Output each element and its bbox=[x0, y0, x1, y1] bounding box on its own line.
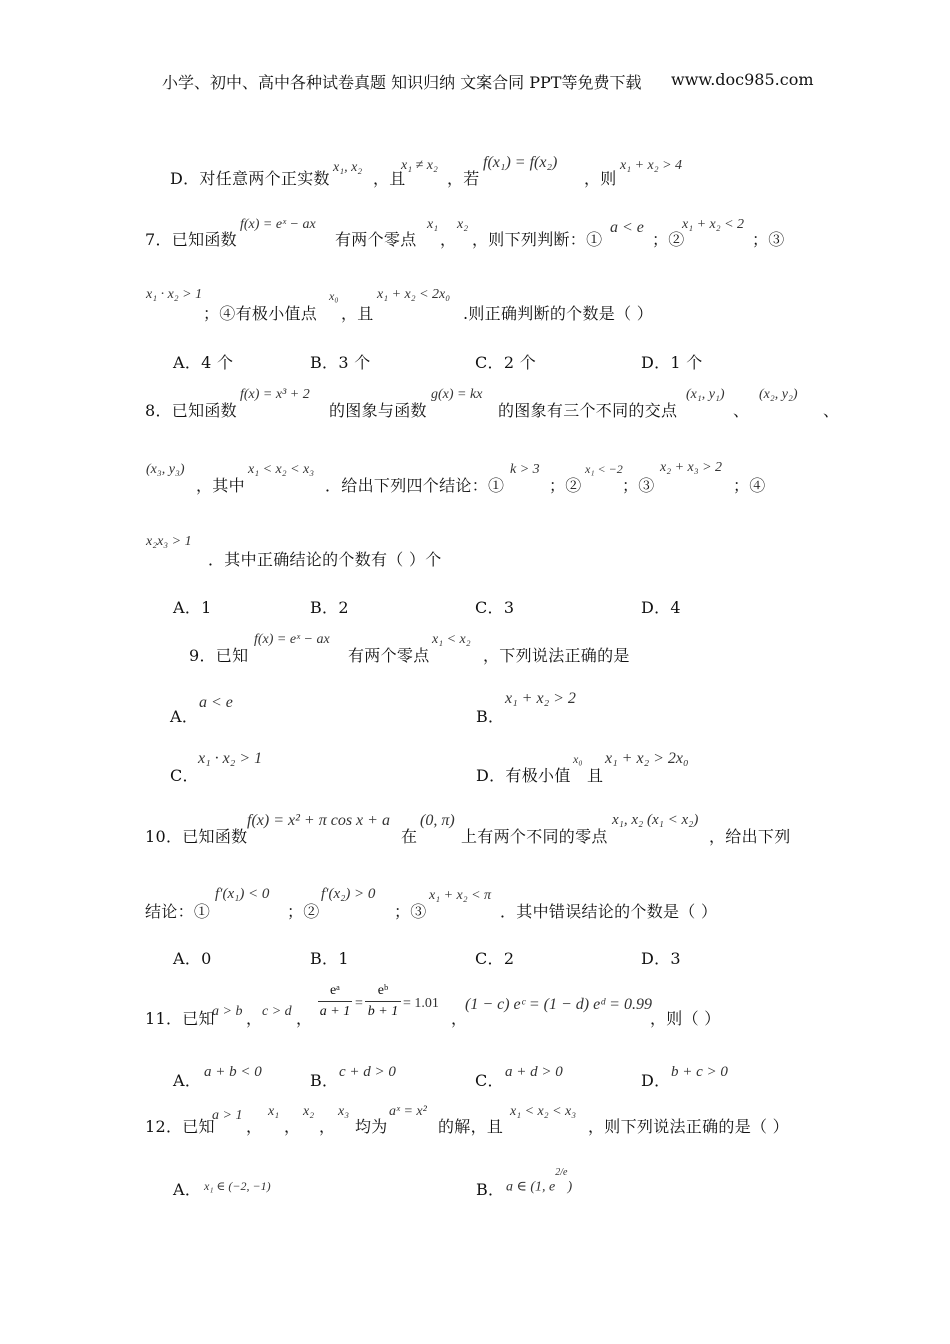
header-ad-text: 小学、初中、高中各种试卷真题 知识归纳 文案合同 PPT等免费下载 bbox=[162, 73, 642, 92]
q12-option-b-label: B． bbox=[476, 1180, 505, 1199]
q11-option-a-label: A． bbox=[173, 1071, 202, 1090]
q10-option-b: B．1 bbox=[310, 949, 349, 968]
exam-page: 小学、初中、高中各种试卷真题 知识归纳 文案合同 PPT等免费下载 www.doc985.com D．对任意两个正实数 x₁, x₂ ，且 x₁ ≠ x₂ ，若 f(x₁) = f(x₂) ，则 x₁ + x₂ > 4 7．已知函数 f(x) = eˣ − ax 有两个零点 x₁ ， x₂ ，则下列判断：① a < e ；② x₁ + x₂ < 2 ；③ x₁ · x₂ > 1 ；④有极小值点 x₀ ，且 x₁ + x₂ < 2x₀ .则正确判断的个数是（ ） A．4 个 B．3 个 C．2 个 D．1 个 8．已知函数 f(x) = x³ + 2 的图象与函数 g(x) = kx 的图象有三个不同的交点 (x₁, y₁) 、 (x₂, y₂) 、 (x₃, y₃) ，其中 x₁ < x₂ < x₃ ．给出下列四个结论：① k > 3 ；② x₁ < −2 ；③ x₂ + x₃ > 2 ；④ x₂x₃ > 1 ．其中正确结论的个数有（ ）个 A．1 B．2 C．3 D．4 9．已知 f(x) = eˣ − ax 有两个零点 x₁ < x₂ ，下列说法正确的是 A． a < e B． x₁ + x₂ > 2 C． x₁ · x₂ > 1 D．有极小值 x₀ 且 x₁ + x₂ > 2x₀ 10．已知函数 f(x) = x² + π cos x + a 在 (0, π) 上有两个不同的零点 x₁, x₂ (x₁ < x₂) ，给出下列 结论：① f′(x₁) < 0 ；② f′(x₂) > 0 ；③ x₁ + x₂ < π ．其中错误结论的个数是（ ） A．0 B．1 C．2 D．3 11．已知 a > b ， c > d ， eᵃ a + 1 = eᵇ b + 1 = 1.01 ， (1 − c) eᶜ = (1 − d) eᵈ = 0.99 ，则（ ） A． a + b < 0 B． c + d > 0 C． a + d > 0 D． b + c > 0 12．已知 a > 1 ， x₁ ， x₂ ， x₃ 均为 aˣ = x² 的解，且 x₁ < x₂ < x₃ ，则下列说法正确的是（ ） A． x₁ ∈ (−2, −1) B． a ∈ (1, $e^{2/e}$) bbox=[145, 70, 840, 1199]
q8-option-c: C．3 bbox=[475, 598, 515, 617]
q12-option-a-label: A． bbox=[173, 1180, 202, 1199]
q11-option-a: a + b < 0 bbox=[204, 1064, 262, 1080]
q7-option-c: C．2 个 bbox=[475, 353, 537, 372]
q11-option-b-label: B． bbox=[310, 1071, 339, 1090]
q7-option-d: D．1 个 bbox=[641, 353, 703, 372]
fraction-ea: eᵃ a + 1 bbox=[319, 983, 351, 1019]
q11-option-b: c + d > 0 bbox=[339, 1064, 396, 1080]
q7-option-a: A．4 个 bbox=[173, 353, 234, 372]
q11-option-d-label: D． bbox=[641, 1071, 671, 1090]
q8-option-d: D．4 bbox=[641, 598, 681, 617]
q9-option-b-label: B． bbox=[476, 707, 505, 726]
q9-option-c: x₁ · x₂ > 1 bbox=[198, 750, 263, 767]
q9-option-a: a < e bbox=[199, 694, 233, 711]
q9-option-a-label: A． bbox=[170, 707, 199, 726]
q9-option-b: x₁ + x₂ > 2 bbox=[505, 690, 576, 707]
q10-option-c: C．2 bbox=[475, 949, 515, 968]
fraction-eb: eᵇ b + 1 bbox=[365, 983, 401, 1020]
q9-option-d-label: D．有极小值 bbox=[476, 766, 571, 785]
q9-option-c-label: C． bbox=[170, 766, 199, 785]
q10-option-a: A．0 bbox=[173, 949, 212, 968]
q12-option-b: a ∈ (1, $e^{2/e}$) bbox=[506, 1167, 573, 1195]
q8-option-b: B．2 bbox=[310, 598, 349, 617]
q11-option-d: b + c > 0 bbox=[671, 1064, 728, 1080]
header-url: www.doc985.com bbox=[671, 70, 814, 89]
q12-option-a: x₁ ∈ (−2, −1) bbox=[204, 1179, 271, 1193]
q11-option-c: a + d > 0 bbox=[505, 1064, 563, 1080]
q7-option-b: B．3 个 bbox=[310, 353, 371, 372]
q10-option-d: D．3 bbox=[641, 949, 681, 968]
q11-option-c-label: C． bbox=[475, 1071, 504, 1090]
q8-option-a: A．1 bbox=[173, 598, 212, 617]
